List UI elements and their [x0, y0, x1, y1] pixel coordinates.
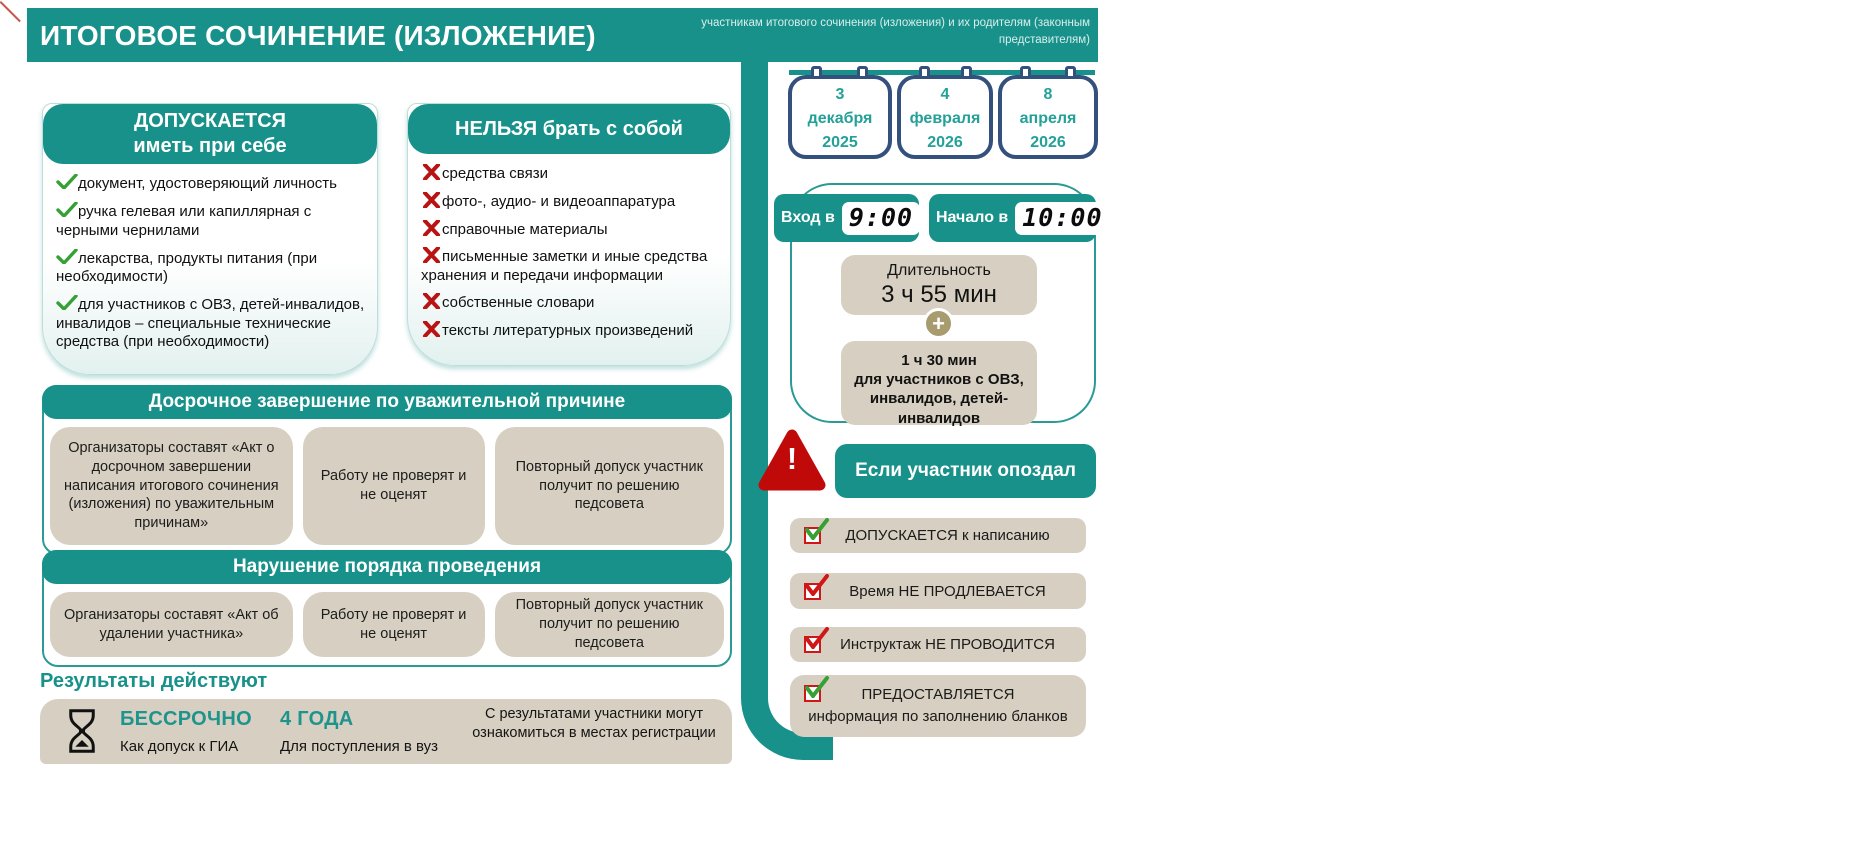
calendar-ring-icon	[811, 66, 822, 79]
info-box: Организаторы составят «Акт о досрочном завершении написания итогового сочинения (изложения) по уважительным причинам»	[50, 427, 293, 545]
entry-time-pill	[774, 194, 919, 242]
forbidden-card	[407, 103, 731, 366]
date-month: апреля	[1019, 110, 1077, 127]
date-card	[897, 75, 993, 159]
check-icon	[56, 202, 78, 217]
list-item	[421, 220, 721, 239]
list-item-text: ручка гелевая или капиллярная с черными чернилами	[56, 203, 312, 239]
audience-note: участникам итогового сочинения (изложения) и их родителям (законным представителям)	[701, 17, 1090, 46]
list-item-text: собственные словари	[442, 294, 595, 312]
allowed-card-title	[43, 104, 377, 164]
violation-title: Нарушение порядка проведения	[42, 550, 732, 584]
cross-icon	[421, 220, 442, 236]
forbidden-card-title: НЕЛЬЗЯ брать с собой	[408, 104, 730, 154]
late-rule-text: Время НЕ ПРОДЛЕВАЕТСЯ	[849, 582, 1046, 600]
info-box: Повторный допуск участник получит по решению педсовета	[495, 427, 724, 545]
start-time-clock: 10:00	[1015, 202, 1109, 235]
date-year: 2026	[1030, 134, 1066, 151]
date-month: декабря	[807, 110, 873, 127]
info-box: Работу не проверят и не оценят	[303, 592, 485, 657]
extra-duration-box	[841, 341, 1037, 425]
checkbox-green-icon	[804, 527, 821, 544]
page-title: ИТОГОВОЕ СОЧИНЕНИЕ (ИЗЛОЖЕНИЕ)	[40, 20, 596, 51]
info-box: Работу не проверят и не оценят	[303, 427, 485, 545]
list-item	[421, 247, 721, 285]
results-note: С результатами участники могут ознакомиться в местах регистрации	[472, 706, 716, 741]
date-month: февраля	[909, 110, 981, 127]
list-item	[56, 174, 368, 193]
cross-icon	[421, 247, 442, 263]
cross-icon	[421, 293, 442, 309]
calendar-ring-icon	[919, 66, 930, 79]
calendar-ring-icon	[857, 66, 868, 79]
date-card	[788, 75, 892, 159]
corner-mark	[0, 1, 21, 22]
header-band	[27, 8, 1098, 62]
checkbox-green-icon	[804, 685, 821, 702]
checkbox-red-icon	[804, 636, 821, 653]
info-box: Повторный допуск участник получит по решению педсовета	[495, 592, 724, 657]
list-item-text: справочные материалы	[442, 220, 608, 238]
cross-icon	[421, 321, 442, 337]
late-rule-text-line2: информация по заполнению бланков	[808, 708, 1068, 725]
check-icon	[56, 295, 78, 310]
check-icon	[56, 174, 78, 189]
list-item-text: фото-, аудио- и видеоаппаратура	[442, 192, 676, 210]
date-day: 4	[940, 86, 950, 103]
late-rule-row	[790, 675, 1086, 737]
checkbox-red-icon	[804, 583, 821, 600]
duration-value: 3 ч 55 мин	[881, 281, 997, 308]
extra-duration-value: 1 ч 30 мин	[901, 352, 977, 369]
calendar-ring-icon	[1065, 66, 1076, 79]
duration-box	[841, 255, 1037, 315]
early-finish-title: Досрочное завершение по уважительной причине	[42, 385, 732, 419]
calendar-ring-icon	[1020, 66, 1031, 79]
list-item	[421, 321, 721, 340]
result-term-caption: Как допуск к ГИА	[120, 738, 239, 755]
duration-label: Длительность	[887, 262, 991, 279]
early-finish-section	[42, 385, 732, 555]
list-item	[56, 249, 368, 287]
check-icon	[56, 249, 78, 264]
calendar-ring-icon	[961, 66, 972, 79]
forbidden-card-body	[421, 164, 721, 349]
list-item-text: для участников с ОВЗ, детей-инвалидов, инвалидов – специальные технические средства (при необходимости)	[56, 296, 365, 351]
late-rule-row	[790, 573, 1086, 609]
allowed-title-line2: иметь при себе	[133, 135, 287, 157]
result-term-value: 4 ГОДА	[280, 708, 354, 730]
list-item-text: документ, удостоверяющий личность	[78, 175, 337, 192]
info-box: Организаторы составят «Акт об удалении участника»	[50, 592, 293, 657]
result-term-value: БЕССРОЧНО	[120, 708, 252, 730]
violation-section	[42, 550, 732, 667]
late-rule-text: Инструктаж НЕ ПРОВОДИТСЯ	[840, 636, 1055, 653]
list-item	[421, 164, 721, 183]
late-rule-text: ДОПУСКАЕТСЯ к написанию	[845, 527, 1050, 544]
list-item	[56, 202, 368, 240]
result-term	[120, 708, 252, 755]
list-item	[421, 293, 721, 312]
date-card	[998, 75, 1098, 159]
list-item-text: тексты литературных произведений	[442, 322, 694, 340]
exclamation-mark: !	[786, 441, 798, 476]
late-rule-row	[790, 627, 1086, 662]
list-item-text: письменные заметки и иные средства хранения и передачи информации	[421, 248, 708, 284]
entry-time-clock: 9:00	[842, 202, 920, 235]
allowed-title-line1: ДОПУСКАЕТСЯ	[133, 110, 287, 132]
cross-icon	[421, 164, 442, 180]
date-day: 3	[835, 86, 845, 103]
allowed-card	[42, 103, 378, 375]
late-rule-text-line1: ПРЕДОСТАВЛЯЕТСЯ	[861, 686, 1015, 703]
hourglass-icon	[64, 707, 100, 760]
warning-icon	[756, 428, 828, 494]
entry-time-label: Вход в	[781, 209, 835, 226]
list-item	[56, 295, 368, 351]
violation-boxes	[50, 592, 724, 657]
result-term-caption: Для поступления в вуз	[280, 738, 439, 755]
list-item-text: средства связи	[442, 165, 548, 182]
late-banner: Если участник опоздал	[835, 444, 1096, 498]
allowed-card-body	[56, 174, 368, 360]
results-bar	[40, 699, 732, 764]
date-year: 2026	[927, 134, 963, 151]
cross-icon	[421, 192, 442, 208]
date-year: 2025	[822, 134, 858, 151]
plus-icon: +	[923, 308, 954, 339]
result-term	[280, 708, 438, 755]
list-item	[421, 192, 721, 211]
results-heading: Результаты действуют	[40, 670, 268, 692]
start-time-label: Начало в	[936, 209, 1009, 226]
early-finish-boxes	[50, 427, 724, 545]
date-day: 8	[1043, 86, 1053, 103]
extra-duration-text: для участников с ОВЗ, инвалидов, детей-инвалидов	[854, 371, 1024, 427]
list-item-text: лекарства, продукты питания (при необходимости)	[56, 249, 318, 286]
start-time-pill	[929, 194, 1103, 242]
late-rule-row	[790, 518, 1086, 553]
